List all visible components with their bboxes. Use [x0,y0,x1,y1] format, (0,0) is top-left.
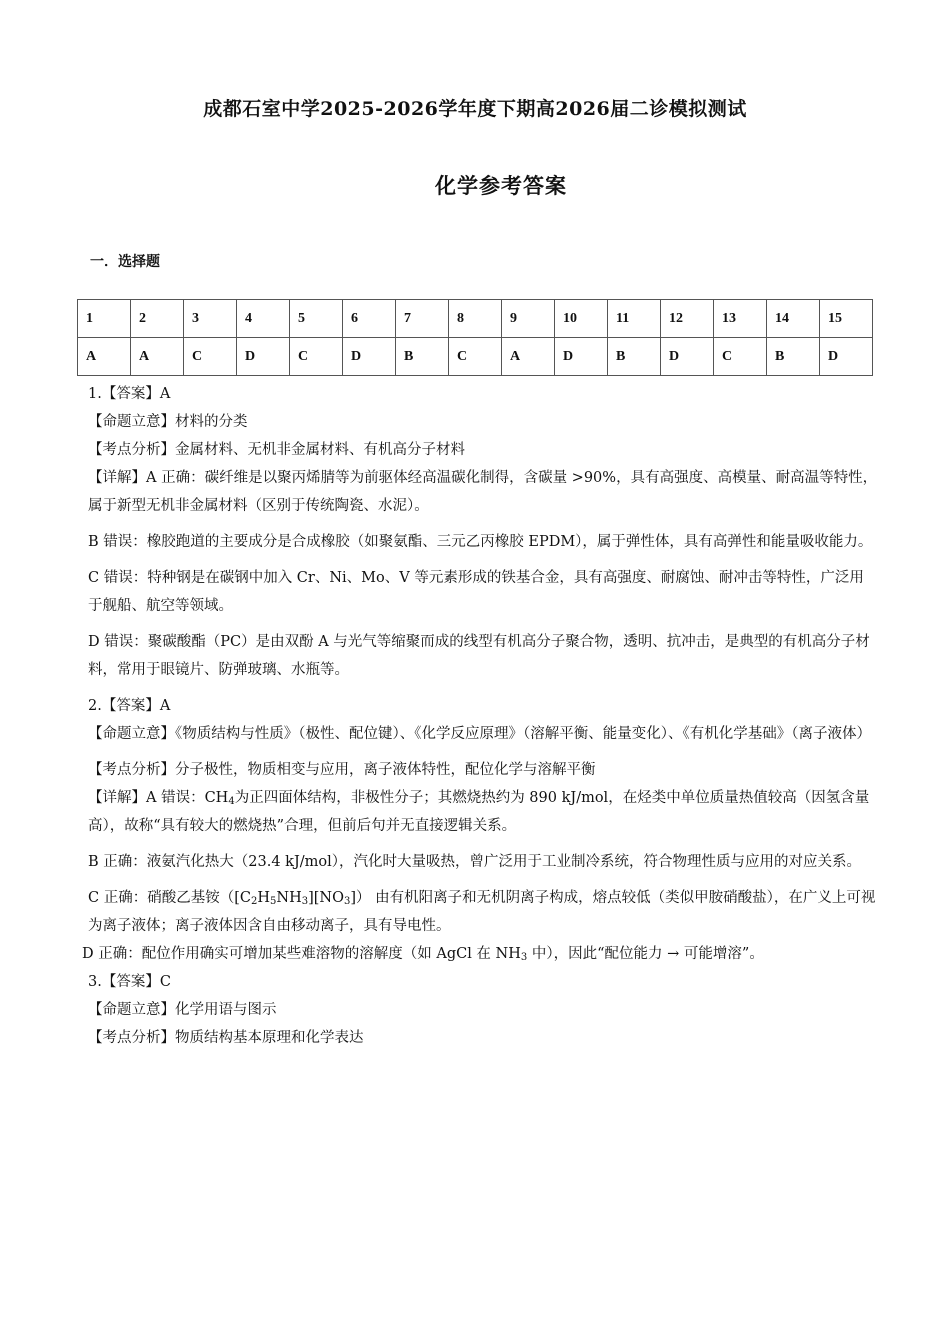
table-cell-number: 12 [661,300,714,338]
table-cell-answer: D [237,338,290,376]
q2-d-post: 中），因此“配位能力 → 可能增溶”。 [527,946,764,962]
q1-analysis [88,436,878,464]
answer-table [77,299,873,376]
table-cell-answer: C [290,338,343,376]
document-title: 成都石室中学2025-2026学年度下期高2026届二诊模拟测试 [203,98,747,120]
q3-analysis-text: 物质结构基本原理和化学表达 [175,1030,364,1046]
table-cell-answer: D [343,338,396,376]
q2-c-sub1: 2 [250,896,258,907]
table-cell-answer: C [449,338,502,376]
table-cell-answer: D [820,338,873,376]
table-cell-number: 7 [396,300,449,338]
q2-answer: 2.【答案】A [88,698,171,714]
q3-answer: 3.【答案】C [88,974,171,990]
table-cell-number: 4 [237,300,290,338]
q1-analysis-text: 金属材料、无机非金属材料、有机高分子材料 [175,442,465,458]
q2-analysis [88,756,878,784]
q2-c-pre: C 正确：硝酸乙基铵（[C [88,890,251,906]
document-subtitle: 化学参考答案 [435,173,567,198]
q2-analysis-text: 分子极性，物质相变与应用，离子液体特性，配位化学与溶解平衡 [175,762,596,778]
q3-intent-label: 【命题立意】 [88,1002,175,1018]
table-cell-answer: B [396,338,449,376]
table-cell-number: 6 [343,300,396,338]
q2-detail-a-pre: A 错误：CH [146,790,229,806]
answer-table-number-row [78,300,873,338]
table-cell-number: 8 [449,300,502,338]
table-cell-answer: A [502,338,555,376]
table-cell-number: 9 [502,300,555,338]
q3-intent-text: 化学用语与图示 [175,1002,277,1018]
q2-c-mid2: NH [276,890,302,906]
q2-intent-text: 《物质结构与性质》（极性、配位键）、《化学反应原理》（溶解平衡、能量变化）、《有机化学基础》（离子液体） [175,726,871,742]
q2-c-mid1: H [257,890,270,906]
q1-detail-a-text: A 正确：碳纤维是以聚丙烯腈等为前驱体经高温碳化制得，含碳量 >90%，具有高强度、高模量、耐高温等特性，属于新型无机非金属材料（区别于传统陶瓷、水泥）。 [88,470,878,514]
q1-detail-label: 【详解】 [88,470,146,486]
table-cell-number: 1 [78,300,131,338]
table-cell-answer: B [608,338,661,376]
q2-c-post: ]） 由有机阳离子和无机阴离子构成，熔点较低（类似甲胺硝酸盐），在广义上可视为离子液体；离子液体因含自由移动离子，具有导电性。 [88,890,876,934]
q2-detail-a-sub: 4 [228,796,235,807]
table-cell-answer: A [131,338,184,376]
q2-detail-a-post: 为正四面体结构，非极性分子；其燃烧热约为 890 kJ/mol，在烃类中单位质量热值较高（因氢含量高），故称“具有较大的燃烧热”合理，但前后句并无直接逻辑关系。 [88,790,870,834]
q2-detail-a [88,784,878,840]
q2-c-sub3: 3 [301,896,309,907]
table-cell-number: 10 [555,300,608,338]
table-cell-answer: D [555,338,608,376]
table-cell-answer: C [184,338,237,376]
table-cell-answer: B [767,338,820,376]
q2-d-sub: 3 [520,952,528,963]
q2-intent [88,720,878,748]
q1-answer: 1.【答案】A [88,386,171,402]
q1-option-c: C 错误：特种钢是在碳钢中加入 Cr、Ni、Mo、V 等元素形成的铁基合金，具有高强度、耐腐蚀、耐冲击等特性，广泛用于舰船、航空等领域。 [88,570,864,614]
q2-d-pre: D 正确：配位作用确实可增加某些难溶物的溶解度（如 AgCl 在 NH [82,946,521,962]
q2-option-b: B 正确：液氨汽化热大（23.4 kJ/mol），汽化时大量吸热，曾广泛用于工业制冷系统，符合物理性质与应用的对应关系。 [88,854,862,870]
q2-intent-label: 【命题立意】 [88,726,175,742]
q1-option-b: B 错误：橡胶跑道的主要成分是合成橡胶（如聚氨酯、三元乙丙橡胶 EPDM），属于弹性体，具有高弹性和能量吸收能力。 [88,534,873,550]
table-cell-number: 13 [714,300,767,338]
q2-c-sub4: 3 [343,896,351,907]
table-cell-answer: A [78,338,131,376]
q2-option-d [82,940,878,968]
q1-intent [88,408,878,436]
q1-analysis-label: 【考点分析】 [88,442,175,458]
explanations [82,380,878,1052]
q3-analysis [88,1024,878,1052]
q1-intent-text: 材料的分类 [175,414,248,430]
answer-table-answer-row [78,338,873,376]
table-cell-answer: D [661,338,714,376]
table-cell-number: 14 [767,300,820,338]
table-cell-answer: C [714,338,767,376]
table-cell-number: 3 [184,300,237,338]
table-cell-number: 11 [608,300,661,338]
table-cell-number: 2 [131,300,184,338]
q1-intent-label: 【命题立意】 [88,414,175,430]
q2-c-mid3: ][NO [308,890,344,906]
q2-detail-label: 【详解】 [88,790,146,806]
q1-option-d: D 错误：聚碳酸酯（PC）是由双酚 A 与光气等缩聚而成的线型有机高分子聚合物，透明、抗冲击，是典型的有机高分子材料，常用于眼镜片、防弹玻璃、水瓶等。 [88,634,870,678]
q2-analysis-label: 【考点分析】 [88,762,175,778]
section-heading: 一．选择题 [90,254,160,270]
q1-detail-a [88,464,878,520]
table-cell-number: 15 [820,300,873,338]
table-cell-number: 5 [290,300,343,338]
q2-option-c [88,884,878,940]
q3-intent [88,996,878,1024]
q3-analysis-label: 【考点分析】 [88,1030,175,1046]
q2-c-sub2: 5 [270,896,277,907]
